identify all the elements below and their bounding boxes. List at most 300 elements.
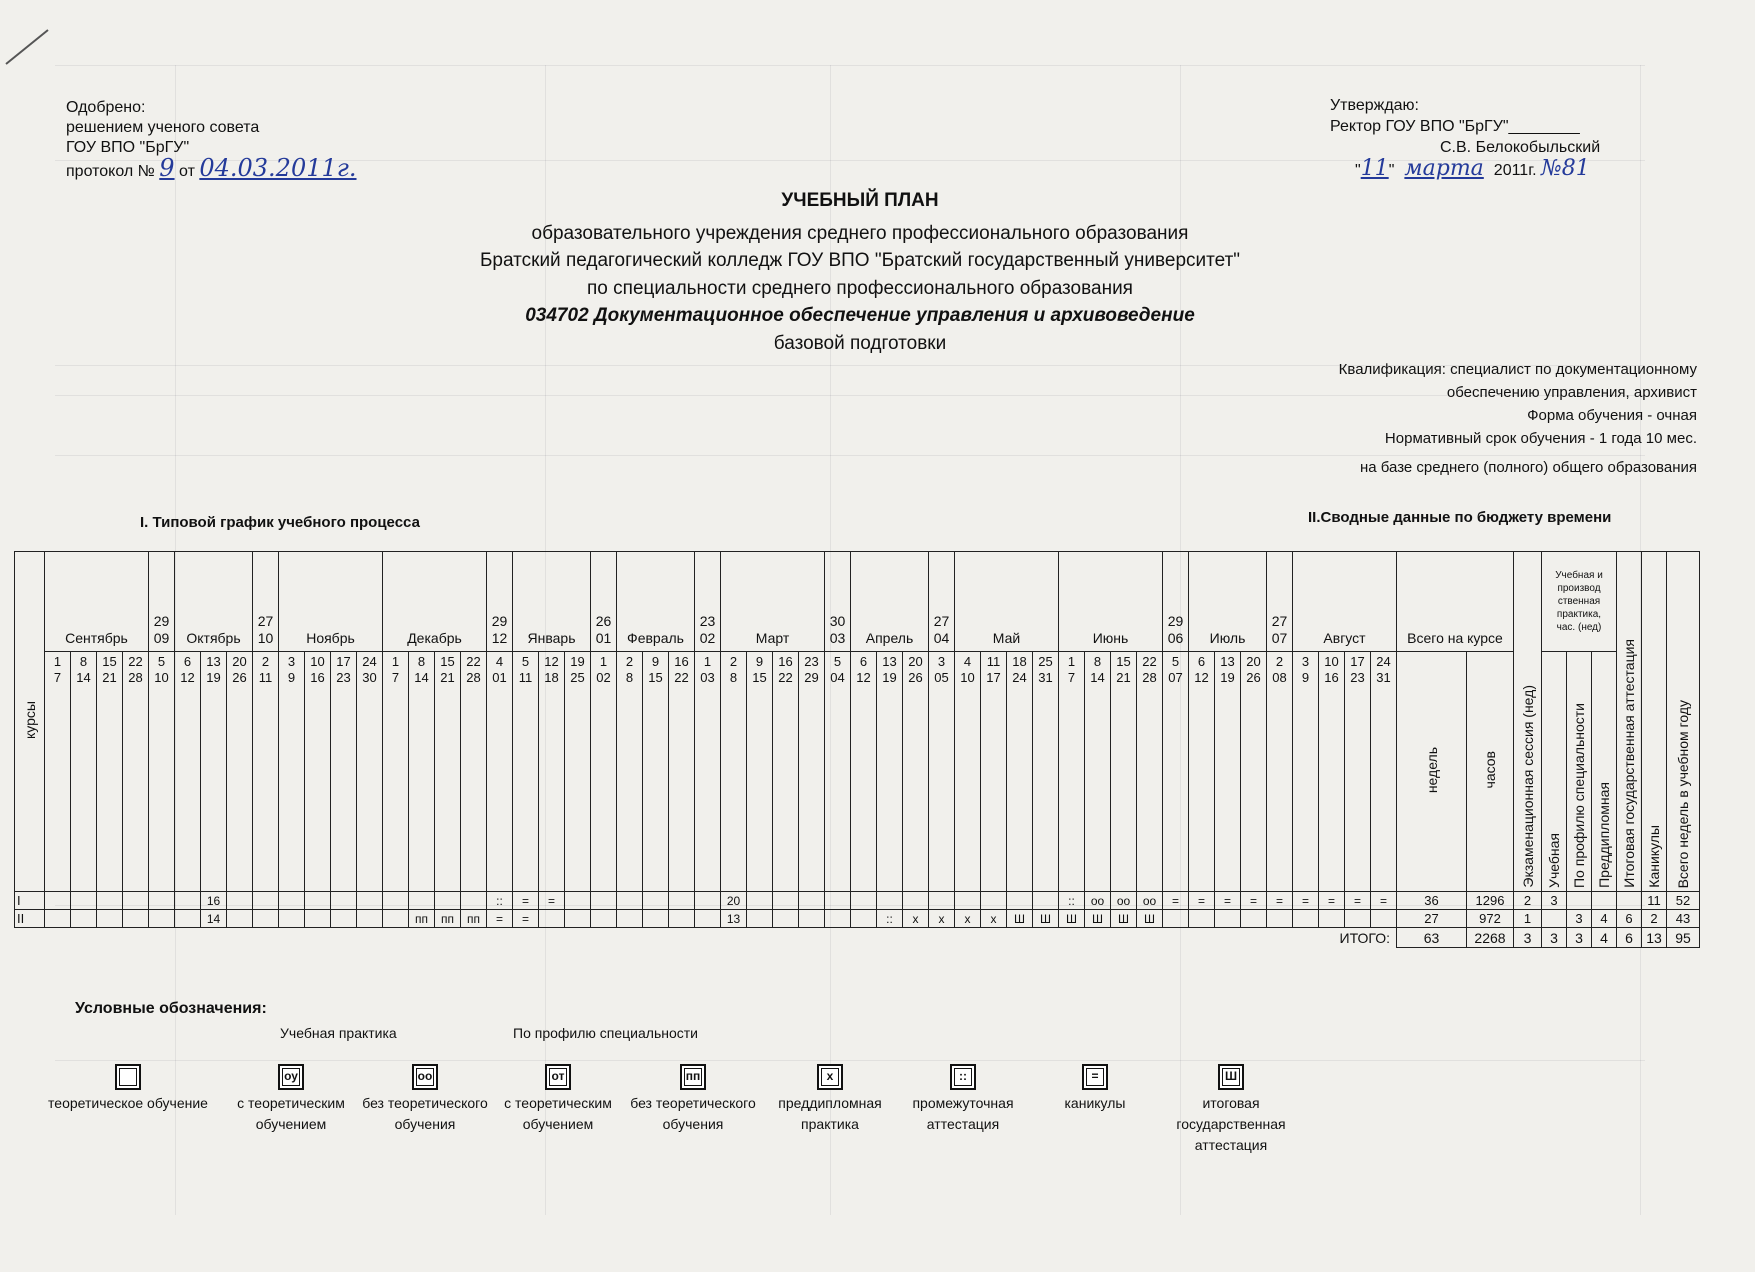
schedule-cell <box>773 892 799 910</box>
protocol-number: 9 <box>159 154 175 182</box>
schedule-cell: пп <box>409 910 435 928</box>
total-on-course-header: Всего на курсе <box>1397 552 1514 652</box>
schedule-cell <box>305 892 331 910</box>
total-weeks-year-header <box>1667 552 1700 892</box>
month-header: Август <box>1293 552 1397 652</box>
month-header: 27 10 <box>253 552 279 652</box>
schedule-cell <box>799 892 825 910</box>
total-value: 3 <box>1542 928 1567 948</box>
schedule-cell <box>123 910 149 928</box>
schedule-cell <box>955 892 981 910</box>
legend-symbol-text: от <box>551 1069 565 1083</box>
schedule-cell <box>851 892 877 910</box>
total-value: 3 <box>1567 928 1592 948</box>
exam-session-label: Экзаменационная сессия (нед) <box>1519 685 1536 888</box>
week-cell: 6 12 <box>175 652 201 892</box>
schedule-cell <box>669 910 695 928</box>
schedule-cell <box>383 910 409 928</box>
schedule-cell: :: <box>487 892 513 910</box>
weeks-header <box>1397 652 1467 892</box>
legend-symbol <box>950 1064 976 1090</box>
schedule-cell <box>71 910 97 928</box>
legend-symbol-text: пп <box>685 1069 701 1083</box>
course-row <box>15 892 1700 910</box>
schedule-cell <box>1163 910 1189 928</box>
schedule-cell <box>773 910 799 928</box>
legend-caption: без теоретического обучения <box>630 1095 756 1132</box>
schedule-cell <box>591 892 617 910</box>
week-cell: 17 23 <box>1345 652 1371 892</box>
schedule-cell <box>123 892 149 910</box>
month-header: 29 12 <box>487 552 513 652</box>
schedule-cell: пп <box>461 910 487 928</box>
summary-cell: 972 <box>1467 910 1514 928</box>
schedule-cell: = <box>1241 892 1267 910</box>
week-cell: 23 29 <box>799 652 825 892</box>
schedule-cell: = <box>1371 892 1397 910</box>
grid-month-row <box>15 552 1700 652</box>
week-cell: 1 7 <box>45 652 71 892</box>
total-row <box>15 928 1700 948</box>
schedule-cell <box>747 892 773 910</box>
legend-caption: теоретическое обучение <box>48 1095 208 1111</box>
schedule-cell <box>383 892 409 910</box>
schedule-cell <box>747 910 773 928</box>
week-cell: 4 01 <box>487 652 513 892</box>
month-header: Июнь <box>1059 552 1163 652</box>
week-cell: 8 14 <box>71 652 97 892</box>
schedule-cell <box>825 910 851 928</box>
schedule-cell <box>799 910 825 928</box>
summary-cell: 1 <box>1514 910 1542 928</box>
month-header: 27 07 <box>1267 552 1293 652</box>
week-cell: 2 08 <box>1267 652 1293 892</box>
weeks-label: недель <box>1423 746 1440 794</box>
month-header: Февраль <box>617 552 695 652</box>
schedule-cell <box>45 892 71 910</box>
month-header: Ноябрь <box>279 552 383 652</box>
practice-group-header: Учебная и производ ственная практика, час. (нед) <box>1542 552 1617 652</box>
schedule-cell: 14 <box>201 910 227 928</box>
week-cell: 1 02 <box>591 652 617 892</box>
week-cell: 20 26 <box>903 652 929 892</box>
schedule-cell <box>97 910 123 928</box>
month-header: Декабрь <box>383 552 487 652</box>
legend-symbol <box>412 1064 438 1090</box>
schedule-cell <box>253 892 279 910</box>
total-weeks-year-label: Всего недель в учебном году <box>1675 699 1691 888</box>
qualification-line5: на базе среднего (полного) общего образования <box>1359 459 1697 476</box>
holidays-header <box>1642 552 1667 892</box>
legend-group-educational: Учебная практика <box>280 1025 397 1041</box>
week-cell: 19 25 <box>565 652 591 892</box>
schedule-cell <box>149 910 175 928</box>
schedule-cell <box>981 892 1007 910</box>
summary-cell <box>1542 910 1567 928</box>
summary-cell: 1296 <box>1467 892 1514 910</box>
schedule-cell <box>175 910 201 928</box>
approved-line3: ГОУ ВПО "БрГУ" <box>66 139 190 156</box>
exam-session-header <box>1514 552 1542 892</box>
summary-cell <box>1592 892 1617 910</box>
schedule-cell <box>279 892 305 910</box>
schedule-cell <box>1033 892 1059 910</box>
schedule-cell <box>331 910 357 928</box>
week-cell: 15 21 <box>435 652 461 892</box>
schedule-grid <box>14 551 1700 948</box>
legend-symbol-text: оо <box>417 1069 433 1083</box>
week-cell: 5 10 <box>149 652 175 892</box>
approved-line2: решением ученого совета <box>66 119 260 136</box>
legend-caption: каникулы <box>1064 1095 1126 1111</box>
schedule-cell <box>1293 910 1319 928</box>
schedule-cell: Ш <box>1033 910 1059 928</box>
week-cell: 2 8 <box>617 652 643 892</box>
legend-caption: итоговая государственная аттестация <box>1176 1095 1286 1153</box>
legend-caption: промежуточная аттестация <box>912 1095 1014 1132</box>
schedule-cell <box>591 910 617 928</box>
week-cell: 17 23 <box>331 652 357 892</box>
schedule-cell <box>903 892 929 910</box>
week-cell: 2 11 <box>253 652 279 892</box>
schedule-cell: оо <box>1137 892 1163 910</box>
week-cell: 15 21 <box>97 652 123 892</box>
courses-header <box>15 552 45 892</box>
total-value: 63 <box>1397 928 1467 948</box>
legend-caption: с теоретическим обучением <box>504 1095 612 1132</box>
summary-cell: 6 <box>1617 910 1642 928</box>
week-cell: 20 26 <box>1241 652 1267 892</box>
week-cell: 20 26 <box>227 652 253 892</box>
summary-cell: 27 <box>1397 910 1467 928</box>
schedule-cell <box>565 910 591 928</box>
pre-diploma-header <box>1592 652 1617 892</box>
schedule-cell <box>279 910 305 928</box>
schedule-cell <box>357 892 383 910</box>
courses-label: курсы <box>21 701 38 739</box>
protocol-date: 04.03.2011г. <box>199 154 357 182</box>
total-value: 4 <box>1592 928 1617 948</box>
legend-symbol <box>545 1064 571 1090</box>
qualification-line4: Нормативный срок обучения - 1 года 10 мес. <box>1384 430 1697 447</box>
schedule-cell <box>227 910 253 928</box>
legend-symbol <box>278 1064 304 1090</box>
schedule-cell <box>357 910 383 928</box>
week-cell: 13 19 <box>877 652 903 892</box>
schedule-cell <box>1267 910 1293 928</box>
summary-cell: 36 <box>1397 892 1467 910</box>
confirm-date: "11" марта 2011г. №81 <box>1355 156 1590 181</box>
schedule-cell: 16 <box>201 892 227 910</box>
week-cell: 24 31 <box>1371 652 1397 892</box>
schedule-cell <box>1007 892 1033 910</box>
schedule-cell <box>45 910 71 928</box>
confirm-line3: С.В. Белокобыльский <box>1440 139 1601 156</box>
schedule-cell <box>461 892 487 910</box>
legend-symbol <box>680 1064 706 1090</box>
schedule-cell: Ш <box>1085 910 1111 928</box>
title-line1: образовательного учреждения среднего профессионального образования <box>531 223 1189 244</box>
educational-header <box>1542 652 1567 892</box>
schedule-cell <box>97 892 123 910</box>
course-row <box>15 910 1700 928</box>
confirm-year: 2011г. <box>1493 162 1537 179</box>
qualification-line1: Квалификация: специалист по документационному <box>1338 361 1697 378</box>
schedule-cell <box>695 892 721 910</box>
month-header: Октябрь <box>175 552 253 652</box>
summary-cell: 2 <box>1642 910 1667 928</box>
week-cell: 16 22 <box>773 652 799 892</box>
by-profile-label: По профилю специальности <box>1571 703 1587 888</box>
total-value: 13 <box>1642 928 1667 948</box>
schedule-cell <box>149 892 175 910</box>
final-attestation-label: Итоговая государственная аттестация <box>1621 639 1637 888</box>
week-cell: 8 14 <box>409 652 435 892</box>
legend-symbol-text: Ш <box>1224 1069 1238 1083</box>
summary-cell: 2 <box>1514 892 1542 910</box>
legend-caption: преддипломная практика <box>778 1095 882 1132</box>
approved-line4 <box>66 154 357 182</box>
schedule-cell: Ш <box>1007 910 1033 928</box>
week-cell: 22 28 <box>123 652 149 892</box>
schedule-cell <box>305 910 331 928</box>
bleed-through-rule <box>55 1060 1645 1061</box>
legend-symbol <box>817 1064 843 1090</box>
month-header: Сентябрь <box>45 552 149 652</box>
schedule-cell <box>1345 910 1371 928</box>
legend-group-profile: По профилю специальности <box>513 1025 698 1041</box>
week-cell: 5 11 <box>513 652 539 892</box>
schedule-cell <box>71 892 97 910</box>
week-cell: 4 10 <box>955 652 981 892</box>
title-specialty: 034702 Документационное обеспечение управления и архивоведение <box>525 305 1195 326</box>
schedule-cell <box>695 910 721 928</box>
schedule-cell: х <box>955 910 981 928</box>
schedule-cell <box>929 892 955 910</box>
week-cell: 10 16 <box>305 652 331 892</box>
month-header: Май <box>955 552 1059 652</box>
schedule-cell <box>539 910 565 928</box>
schedule-cell: оо <box>1085 892 1111 910</box>
schedule-cell: = <box>1215 892 1241 910</box>
schedule-cell: = <box>1293 892 1319 910</box>
schedule-cell <box>877 892 903 910</box>
schedule-cell: = <box>1345 892 1371 910</box>
legend-symbol-text: х <box>826 1069 834 1083</box>
month-header: Апрель <box>851 552 929 652</box>
legend-symbol-text: оу <box>284 1069 298 1083</box>
month-header: 23 02 <box>695 552 721 652</box>
pencil-mark <box>0 20 60 70</box>
week-cell: 12 18 <box>539 652 565 892</box>
week-cell: 22 28 <box>1137 652 1163 892</box>
week-cell: 8 14 <box>1085 652 1111 892</box>
legend-symbol-text: = <box>1091 1069 1099 1083</box>
legend-caption: без теоретического обучения <box>362 1095 488 1132</box>
schedule-cell <box>643 892 669 910</box>
week-cell: 9 15 <box>643 652 669 892</box>
summary-cell: 52 <box>1667 892 1700 910</box>
confirm-day: 11 <box>1360 156 1389 181</box>
grid-week-row <box>15 652 1700 892</box>
schedule-cell <box>617 892 643 910</box>
hours-label: часов <box>1482 751 1498 789</box>
week-cell: 15 21 <box>1111 652 1137 892</box>
summary-cell <box>1567 892 1592 910</box>
schedule-cell: = <box>1163 892 1189 910</box>
schedule-cell <box>617 910 643 928</box>
schedule-cell <box>669 892 695 910</box>
month-header: 30 03 <box>825 552 851 652</box>
summary-cell: 43 <box>1667 910 1700 928</box>
schedule-cell: = <box>539 892 565 910</box>
schedule-cell <box>1189 910 1215 928</box>
week-cell: 25 31 <box>1033 652 1059 892</box>
legend-symbol <box>1218 1064 1244 1090</box>
week-cell: 2 8 <box>721 652 747 892</box>
legend-symbol <box>115 1064 141 1090</box>
schedule-cell: = <box>487 910 513 928</box>
month-header: Январь <box>513 552 591 652</box>
legend-symbol-text: :: <box>959 1069 967 1083</box>
week-cell: 9 15 <box>747 652 773 892</box>
title-line2: Братский педагогический колледж ГОУ ВПО "Братский государственный университет" <box>479 250 1241 271</box>
schedule-cell: = <box>513 892 539 910</box>
confirm-block <box>1330 95 1600 181</box>
month-header: 27 04 <box>929 552 955 652</box>
schedule-cell <box>851 910 877 928</box>
schedule-cell: = <box>1319 892 1345 910</box>
confirm-line1: Утверждаю: <box>1330 97 1419 114</box>
week-cell: 18 24 <box>1007 652 1033 892</box>
week-cell: 11 17 <box>981 652 1007 892</box>
summary-cell <box>1617 892 1642 910</box>
week-cell: 3 05 <box>929 652 955 892</box>
schedule-cell <box>1319 910 1345 928</box>
week-cell: 22 28 <box>461 652 487 892</box>
holidays-label: Каникулы <box>1646 825 1662 888</box>
month-header: 29 06 <box>1163 552 1189 652</box>
schedule-cell: х <box>903 910 929 928</box>
week-cell: 16 22 <box>669 652 695 892</box>
plan-title: УЧЕБНЫЙ ПЛАН <box>781 190 939 211</box>
week-cell: 1 7 <box>383 652 409 892</box>
month-header: 26 01 <box>591 552 617 652</box>
week-cell: 3 9 <box>279 652 305 892</box>
schedule-cell: = <box>1189 892 1215 910</box>
week-cell: 24 30 <box>357 652 383 892</box>
schedule-cell <box>227 892 253 910</box>
schedule-cell <box>643 910 669 928</box>
week-cell: 13 19 <box>201 652 227 892</box>
section2-title: II.Сводные данные по бюджету времени <box>1308 509 1612 526</box>
hours-header <box>1467 652 1514 892</box>
legend-symbol <box>1082 1064 1108 1090</box>
pre-diploma-label: Преддипломная <box>1596 782 1612 888</box>
confirm-line2: Ректор ГОУ ВПО "БрГУ"________ <box>1330 118 1580 135</box>
legend-title: Условные обозначения: <box>75 1000 267 1017</box>
total-value: 95 <box>1667 928 1700 948</box>
by-profile-header <box>1567 652 1592 892</box>
summary-cell: 3 <box>1542 892 1567 910</box>
month-header: 29 09 <box>149 552 175 652</box>
schedule-cell: 20 <box>721 892 747 910</box>
total-value: 2268 <box>1467 928 1514 948</box>
protocol-from: от <box>179 163 195 180</box>
week-cell: 6 12 <box>851 652 877 892</box>
qualification-line2: обеспечению управления, архивист <box>1446 384 1697 401</box>
legend-caption: с теоретическим обучением <box>237 1095 345 1132</box>
week-cell: 1 03 <box>695 652 721 892</box>
schedule-cell: Ш <box>1111 910 1137 928</box>
schedule-cell <box>1371 910 1397 928</box>
schedule-cell <box>435 892 461 910</box>
title-line5: базовой подготовки <box>773 333 947 354</box>
week-cell: 10 16 <box>1319 652 1345 892</box>
schedule-cell: :: <box>1059 892 1085 910</box>
schedule-cell <box>175 892 201 910</box>
schedule-cell: х <box>929 910 955 928</box>
approved-line1: Одобрено: <box>66 99 146 116</box>
schedule-cell: :: <box>877 910 903 928</box>
total-value: 6 <box>1617 928 1642 948</box>
week-cell: 1 7 <box>1059 652 1085 892</box>
week-cell: 3 9 <box>1293 652 1319 892</box>
schedule-cell: 13 <box>721 910 747 928</box>
total-label: ИТОГО: <box>1339 929 1390 946</box>
qualification-block <box>1339 358 1697 479</box>
section1-title: I. Типовой график учебного процесса <box>140 514 420 531</box>
final-attestation-header <box>1617 552 1642 892</box>
schedule-cell: = <box>513 910 539 928</box>
summary-cell: 4 <box>1592 910 1617 928</box>
week-cell: 13 19 <box>1215 652 1241 892</box>
summary-cell: 3 <box>1567 910 1592 928</box>
schedule-cell <box>1241 910 1267 928</box>
confirm-order: №81 <box>1540 156 1590 181</box>
schedule-cell <box>331 892 357 910</box>
summary-cell: 11 <box>1642 892 1667 910</box>
week-cell: 5 04 <box>825 652 851 892</box>
week-cell: 6 12 <box>1189 652 1215 892</box>
schedule-cell <box>1215 910 1241 928</box>
schedule-cell: Ш <box>1059 910 1085 928</box>
qualification-line3: Форма обучения - очная <box>1527 407 1697 424</box>
confirm-month: марта <box>1404 156 1484 181</box>
schedule-cell <box>565 892 591 910</box>
month-header: Июль <box>1189 552 1267 652</box>
schedule-cell: = <box>1267 892 1293 910</box>
schedule-cell: оо <box>1111 892 1137 910</box>
schedule-cell: х <box>981 910 1007 928</box>
approved-block <box>66 98 357 182</box>
week-cell: 5 07 <box>1163 652 1189 892</box>
title-line3: по специальности среднего профессионального образования <box>587 278 1133 299</box>
bleed-through-rule <box>55 65 1645 66</box>
course-number: II <box>15 910 45 928</box>
schedule-cell: Ш <box>1137 910 1163 928</box>
legend-symbol-frame <box>119 1068 137 1086</box>
schedule-cell <box>409 892 435 910</box>
month-header: Март <box>721 552 825 652</box>
schedule-cell <box>825 892 851 910</box>
protocol-prefix: протокол № <box>66 163 155 180</box>
course-number: I <box>15 892 45 910</box>
educational-label: Учебная <box>1546 833 1562 888</box>
schedule-cell <box>253 910 279 928</box>
schedule-cell: пп <box>435 910 461 928</box>
total-value: 3 <box>1514 928 1542 948</box>
